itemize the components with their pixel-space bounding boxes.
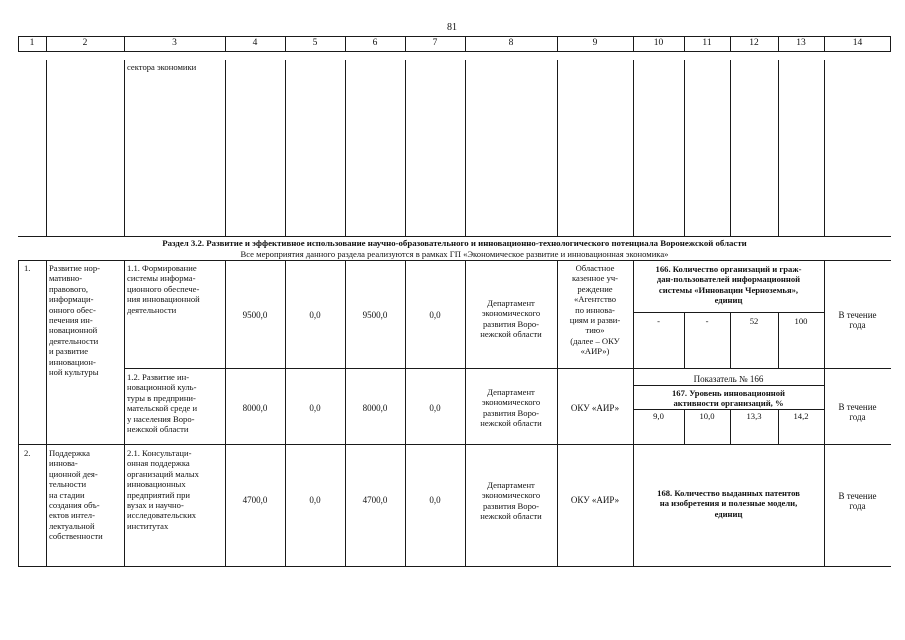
indicator-value: - bbox=[705, 316, 709, 326]
top-block-line bbox=[684, 60, 685, 236]
responsible-department: Департамент экономического развития Воро- нежской области bbox=[480, 298, 542, 340]
indicator-reference: Показатель № 166 bbox=[693, 374, 764, 384]
funding-col6: 9500,0 bbox=[362, 310, 388, 320]
col-number: 7 bbox=[432, 38, 438, 48]
header-col-line bbox=[824, 36, 825, 51]
grid-line bbox=[18, 444, 891, 445]
header-col-line bbox=[557, 36, 558, 51]
top-block-line bbox=[730, 60, 731, 236]
executor: ОКУ «АИР» bbox=[570, 495, 620, 505]
header-col-line bbox=[465, 36, 466, 51]
grid-line bbox=[824, 260, 825, 566]
activity-name: 1.2. Развитие ин- новационной куль- туры в предприни- мательской среде и у населения Воро- нежской области bbox=[127, 372, 198, 435]
indicator-value: 52 bbox=[749, 316, 759, 326]
header-col-line bbox=[684, 36, 685, 51]
header-col-line bbox=[18, 36, 19, 51]
funding-col4: 9500,0 bbox=[242, 310, 268, 320]
section-bottom-line bbox=[18, 260, 891, 261]
col-number: 3 bbox=[172, 38, 177, 48]
executor: Областное казенное уч- реждение «Агентство по иннова- циям и разви- тию» (далее – ОКУ «АИР») bbox=[569, 263, 621, 357]
section-title: Раздел 3.2. Развитие и эффективное использование научно-образовательного и инновационно-технологического потенциала Воронежской области bbox=[162, 238, 747, 248]
term: В течение года bbox=[838, 491, 877, 512]
row-number: 1. bbox=[24, 263, 31, 273]
top-block-line bbox=[345, 60, 346, 236]
top-block-col3-text: сектора экономики bbox=[127, 62, 197, 72]
grid-line bbox=[225, 260, 226, 566]
grid-line bbox=[46, 260, 47, 566]
indicator-value: 13,3 bbox=[746, 411, 762, 421]
header-col-line bbox=[405, 36, 406, 51]
top-block-line bbox=[778, 60, 779, 236]
header-bottom-line bbox=[18, 51, 891, 52]
term: В течение года bbox=[838, 310, 877, 331]
header-col-line bbox=[225, 36, 226, 51]
grid-line bbox=[465, 260, 466, 566]
indicator-value: 9,0 bbox=[653, 411, 664, 421]
responsible-department: Департамент экономического развития Воро- нежской области bbox=[480, 387, 542, 429]
section-top-line bbox=[18, 236, 891, 237]
funding-col5: 0,0 bbox=[309, 495, 321, 505]
grid-line bbox=[778, 312, 779, 368]
indicator-text: 168. Количество выданных патентов на изобретения и полезные модели, единиц bbox=[657, 488, 800, 519]
top-block-line bbox=[124, 60, 125, 236]
funding-col5: 0,0 bbox=[309, 310, 321, 320]
indicator-value: - bbox=[657, 316, 660, 326]
header-top-line bbox=[18, 36, 891, 37]
top-block-line bbox=[557, 60, 558, 236]
grid-line bbox=[730, 312, 731, 368]
top-block-line bbox=[285, 60, 286, 236]
grid-line bbox=[18, 566, 891, 567]
col-number: 11 bbox=[702, 38, 712, 48]
responsible-department: Департамент экономического развития Воро- нежской области bbox=[480, 480, 542, 522]
funding-col7: 0,0 bbox=[429, 495, 441, 505]
top-block-line bbox=[46, 60, 47, 236]
task-text: Поддержка иннова- ционной дея- тельности на стадии создания объ- ектов интел- лектуальной собственности bbox=[49, 448, 103, 542]
grid-line bbox=[557, 260, 558, 566]
col-number: 6 bbox=[372, 38, 378, 48]
grid-line bbox=[730, 409, 731, 444]
top-block-line bbox=[225, 60, 226, 236]
col-number: 4 bbox=[252, 38, 258, 48]
header-col-line bbox=[778, 36, 779, 51]
funding-col6: 8000,0 bbox=[362, 403, 388, 413]
funding-col4: 4700,0 bbox=[242, 495, 268, 505]
grid-line bbox=[778, 409, 779, 444]
header-col-line bbox=[633, 36, 634, 51]
header-col-line bbox=[890, 36, 891, 51]
grid-line bbox=[684, 312, 685, 368]
grid-line bbox=[633, 385, 824, 386]
grid-line bbox=[633, 409, 824, 410]
indicator-text: 166. Количество организаций и граж- дан-пользователей информационной системы «Инновации Черноземья», единиц bbox=[655, 264, 802, 306]
activity-name: 2.1. Консультаци- онная поддержка организаций малых инновационных предприятий при вузах и научно- исследовательских институтах bbox=[127, 448, 199, 531]
top-block-line bbox=[824, 60, 825, 236]
grid-line bbox=[684, 409, 685, 444]
activity-name: 1.1. Формирование системы информа- ционного обеспече- ния инновационной деятельности bbox=[127, 263, 200, 315]
term: В течение года bbox=[838, 402, 877, 423]
task-text: Развитие нор- мативно- правового, информаци- онного обес- печения ин- новационной деятельности и развитие инновацион- ной культуры bbox=[49, 263, 101, 378]
col-number: 14 bbox=[852, 38, 863, 48]
header-col-line bbox=[46, 36, 47, 51]
top-block-line bbox=[465, 60, 466, 236]
indicator-text: 167. Уровень инновационной активности организаций, % bbox=[672, 388, 785, 409]
grid-line bbox=[124, 368, 891, 369]
col-number: 2 bbox=[82, 38, 88, 48]
grid-line bbox=[633, 312, 824, 313]
col-number: 12 bbox=[749, 38, 759, 48]
grid-line bbox=[405, 260, 406, 566]
funding-col7: 0,0 bbox=[429, 403, 441, 413]
top-block-line bbox=[405, 60, 406, 236]
header-col-line bbox=[124, 36, 125, 51]
executor: ОКУ «АИР» bbox=[570, 403, 620, 413]
row-number: 2. bbox=[24, 448, 31, 458]
col-number: 10 bbox=[653, 38, 664, 48]
indicator-value: 14,2 bbox=[793, 411, 809, 421]
page-number: 81 bbox=[447, 22, 457, 33]
top-block-line bbox=[633, 60, 634, 236]
grid-line bbox=[285, 260, 286, 566]
funding-col6: 4700,0 bbox=[362, 495, 388, 505]
section-note: Все мероприятия данного раздела реализуются в рамках ГП «Экономическое развитие и инновационная экономика» bbox=[240, 249, 669, 259]
col-number: 1 bbox=[29, 38, 35, 48]
col-number: 13 bbox=[796, 38, 806, 48]
header-col-line bbox=[345, 36, 346, 51]
header-col-line bbox=[730, 36, 731, 51]
funding-col7: 0,0 bbox=[429, 310, 441, 320]
col-number: 8 bbox=[508, 38, 514, 48]
grid-line bbox=[345, 260, 346, 566]
indicator-value: 10,0 bbox=[699, 411, 715, 421]
col-number: 9 bbox=[592, 38, 598, 48]
funding-col5: 0,0 bbox=[309, 403, 321, 413]
funding-col4: 8000,0 bbox=[242, 403, 268, 413]
grid-line bbox=[633, 260, 634, 566]
header-col-line bbox=[285, 36, 286, 51]
col-number: 5 bbox=[312, 38, 318, 48]
grid-line bbox=[18, 260, 19, 566]
indicator-value: 100 bbox=[794, 316, 808, 326]
grid-line bbox=[124, 260, 125, 566]
